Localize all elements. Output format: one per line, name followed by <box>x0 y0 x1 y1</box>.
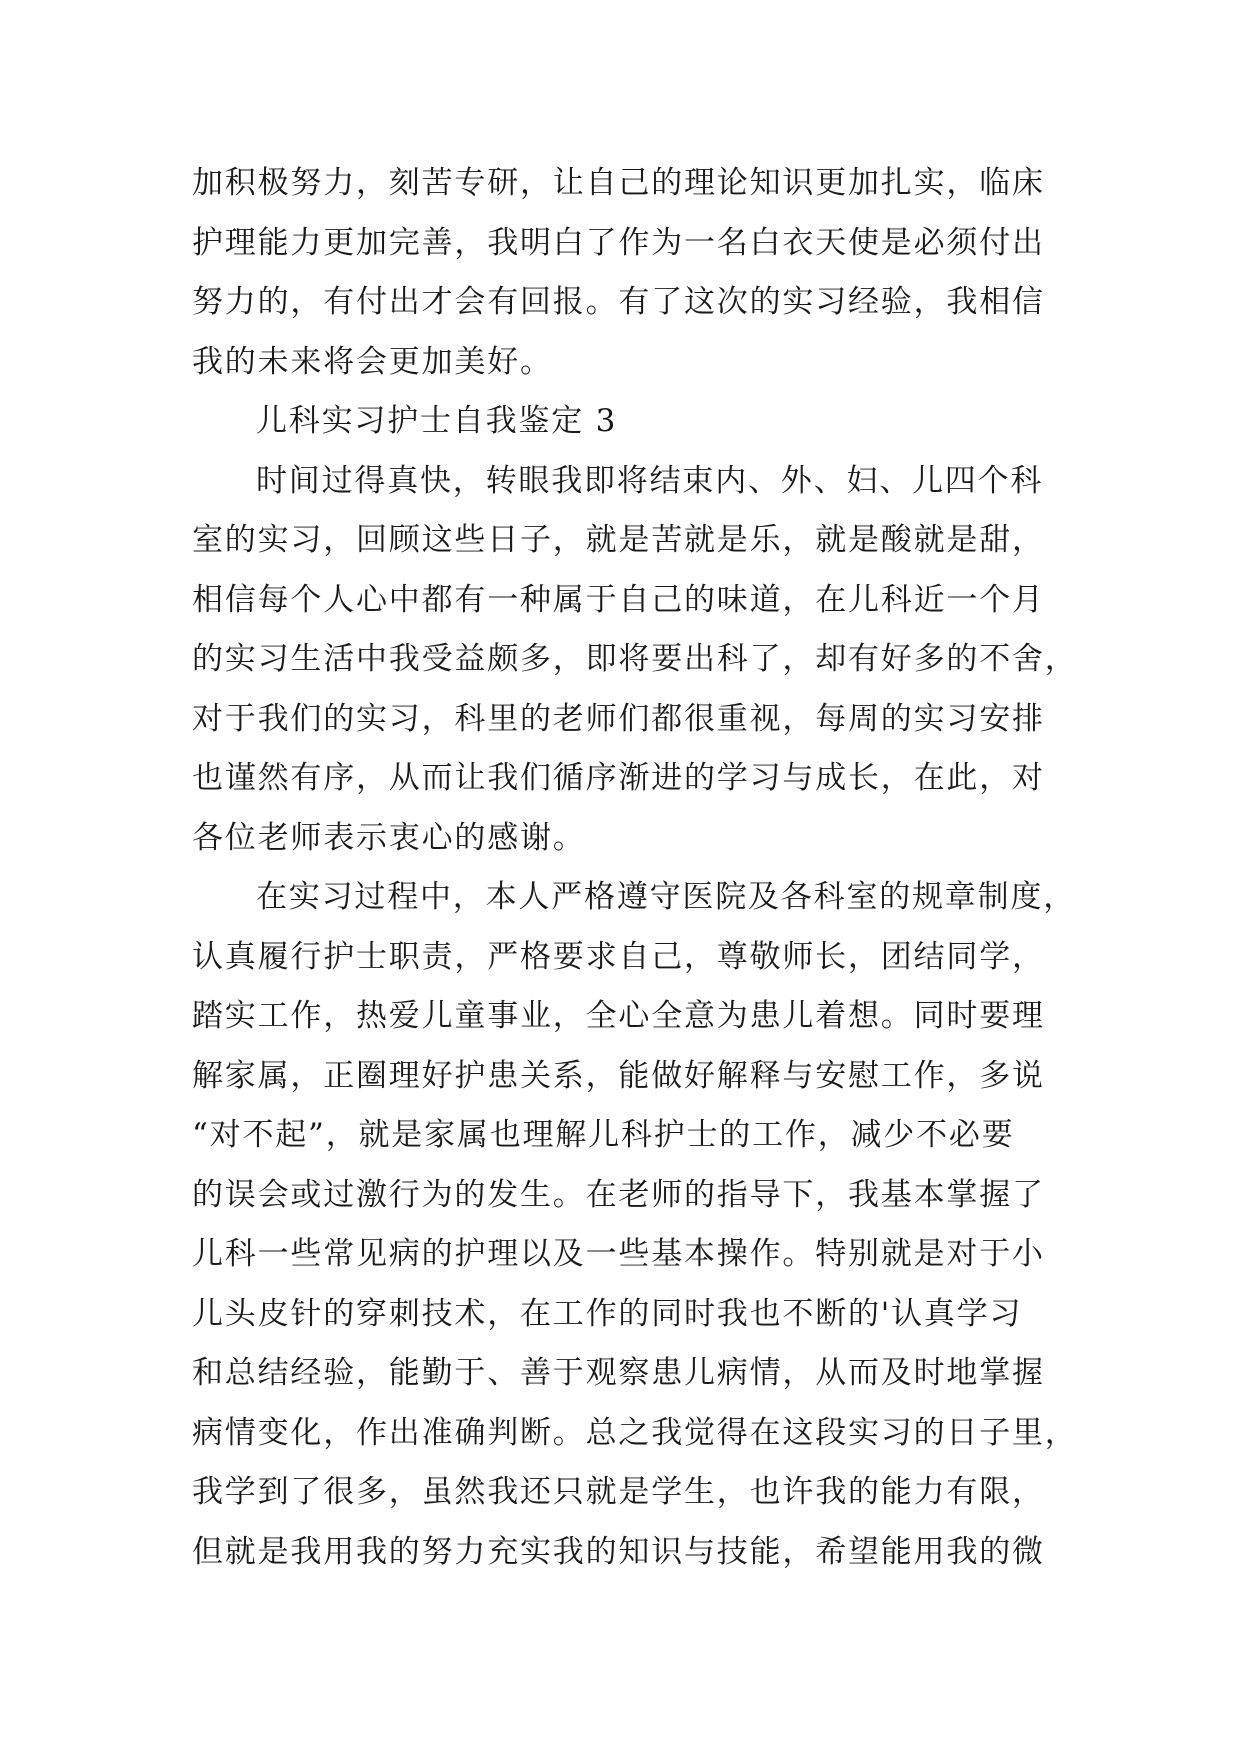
text-line: 各位老师表示衷心的感谢。 <box>192 819 586 856</box>
text-line: 儿头皮针的穿刺技术，在工作的同时我也不断的'认真学习 <box>192 1295 1023 1332</box>
text-line: 加积极努力，刻苦专研，让自己的理论知识更加扎实，临床 <box>192 165 1045 201</box>
text-line: 对于我们的实习，科里的老师们都很重视，每周的实习安排 <box>192 700 1045 737</box>
text-line: 我的未来将会更加美好。 <box>192 343 553 380</box>
text-line: 病情变化，作出准确判断。总之我觉得在这段实习的日子里， <box>192 1414 1078 1451</box>
text-line: 踏实工作，热爱儿童事业，全心全意为患儿着想。同时要理 <box>192 998 1045 1034</box>
document-body <box>192 154 1078 1582</box>
text-line: 解家属，正圈理好护患关系，能做好解释与安慰工作，多说 <box>192 1057 1045 1094</box>
text-line: 但就是我用我的努力充实我的知识与技能，希望能用我的微 <box>192 1533 1045 1570</box>
text-line: 也谨然有序，从而让我们循序渐进的学习与成长，在此，对 <box>192 760 1045 796</box>
text-line: 我学到了很多，虽然我还只就是学生，也许我的能力有限， <box>192 1474 1045 1510</box>
text-line: “对不起”，就是家属也理解儿科护士的工作，减少不必要 <box>192 1117 1015 1153</box>
paragraph-continuation <box>192 154 1062 392</box>
text-line: 认真履行护士职责，严格要求自己，尊敬师长，团结同学， <box>192 938 1045 975</box>
section-heading: 儿科实习护士自我鉴定 3 <box>256 403 618 439</box>
text-line: 的实习生活中我受益颇多，即将要出科了，却有好多的不舍， <box>192 641 1078 677</box>
text-line: 相信每个人心中都有一种属于自己的味道，在儿科近一个月 <box>192 581 1045 618</box>
text-line: 在实习过程中，本人严格遵守医院及各科室的规章制度， <box>256 879 1076 915</box>
text-line: 努力的，有付出才会有回报。有了这次的实习经验，我相信 <box>192 284 1045 320</box>
text-line: 时间过得真快，转眼我即将结束内、外、妇、儿四个科 <box>256 462 1044 499</box>
text-line: 和总结经验，能勤于、善于观察患儿病情，从而及时地掌握 <box>192 1355 1045 1391</box>
text-line: 护理能力更加完善，我明白了作为一名白衣天使是必须付出 <box>192 224 1045 261</box>
text-line: 儿科一些常见病的护理以及一些基本操作。特别就是对于小 <box>192 1236 1045 1272</box>
text-line: 室的实习，回顾这些日子，就是苦就是乐，就是酸就是甜， <box>192 522 1045 558</box>
text-line: 的误会或过激行为的发生。在老师的指导下，我基本掌握了 <box>192 1176 1045 1213</box>
paragraph-practice <box>192 868 1078 1582</box>
paragraph-intro <box>192 452 1078 869</box>
